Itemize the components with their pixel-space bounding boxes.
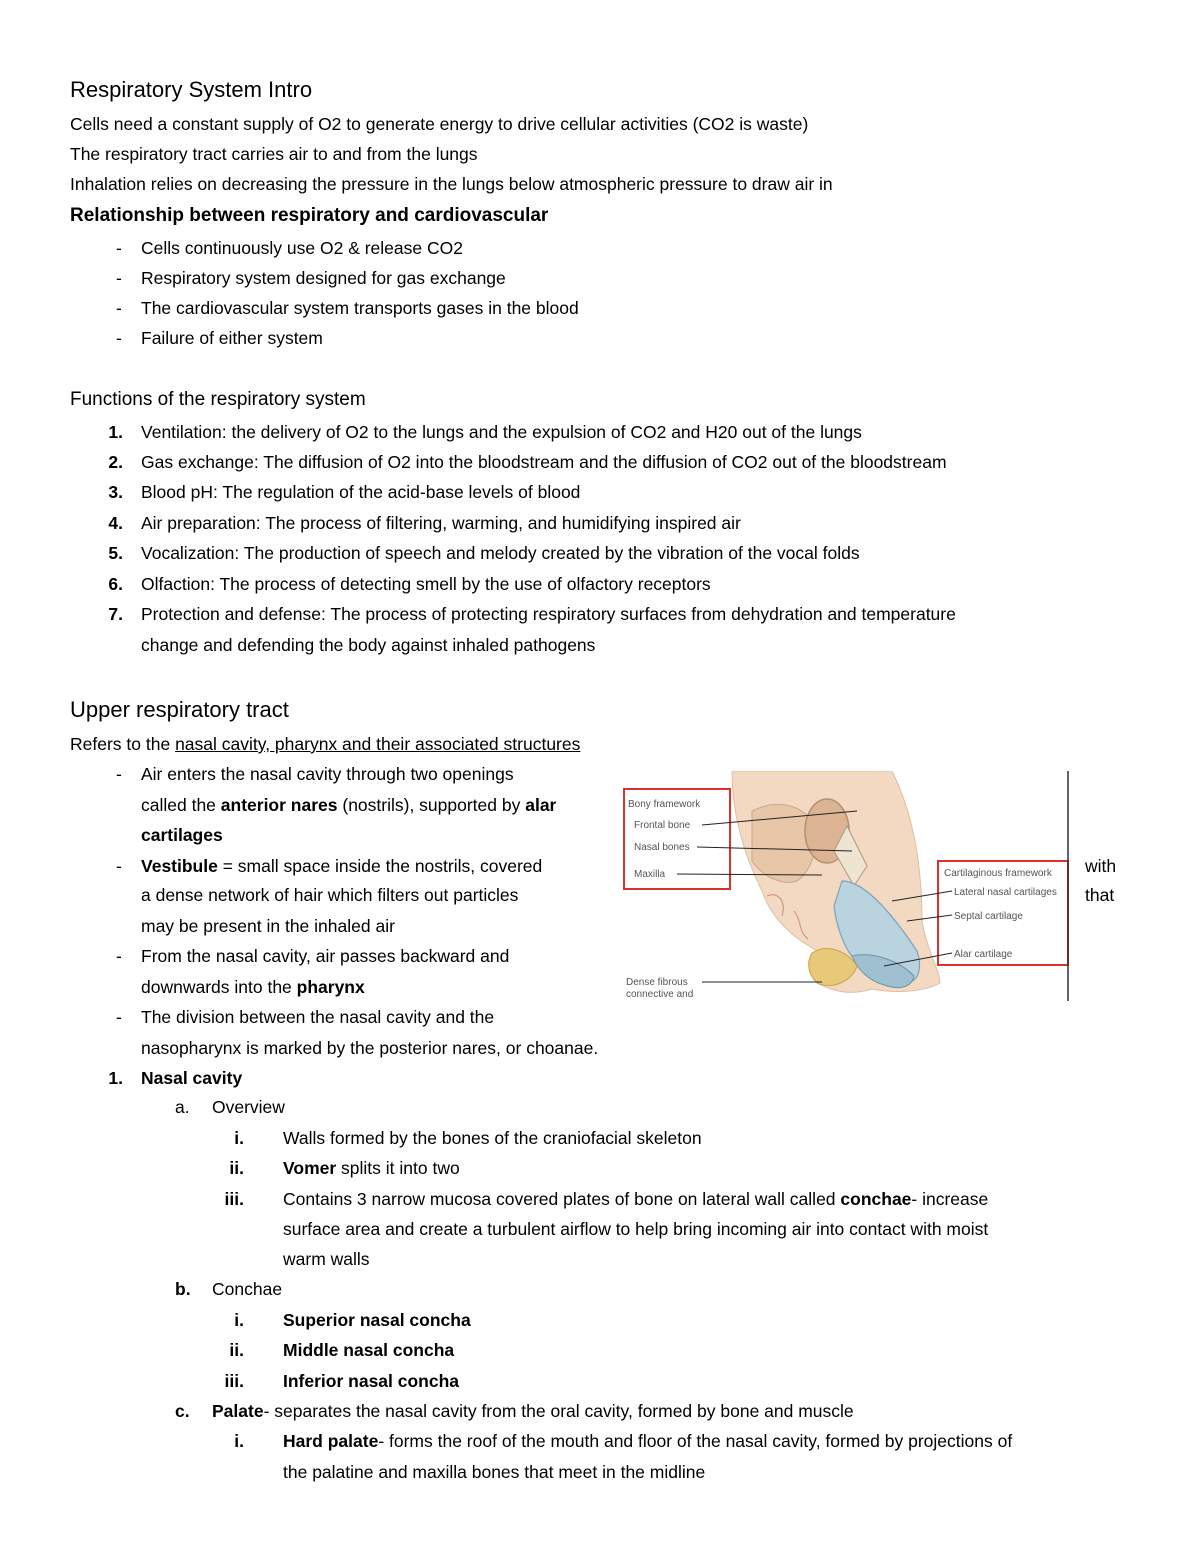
intro-line: The respiratory tract carries air to and from the lungs	[70, 144, 478, 164]
bullet-line: nasopharynx is marked by the posterior nares, or choanae.	[141, 1038, 599, 1058]
label-bony-framework: Bony framework	[628, 799, 701, 810]
dash-bullet: -	[116, 328, 122, 348]
outline-marker: c.	[175, 1401, 190, 1421]
bullet-line: From the nasal cavity, air passes backward and	[141, 946, 510, 966]
intro-line: Cells need a constant supply of O2 to generate energy to drive cellular activities (CO2 is waste)	[70, 114, 809, 134]
list-number: 6.	[108, 574, 123, 594]
bullet-line: Air enters the nasal cavity through two openings	[141, 764, 514, 784]
dash-bullet: -	[116, 764, 122, 784]
roman-marker: i.	[234, 1431, 244, 1451]
dash-bullet: -	[116, 1007, 122, 1027]
label-dense-fibrous: Dense fibrous	[626, 977, 688, 988]
relationship-heading: Relationship between respiratory and cardiovascular	[70, 205, 549, 226]
bullet-line: a dense network of hair which filters out particles	[141, 885, 519, 905]
outline-item: Walls formed by the bones of the craniofacial skeleton	[283, 1128, 702, 1148]
label-cartilaginous-framework: Cartilaginous framework	[944, 868, 1052, 879]
dash-bullet: -	[116, 856, 122, 876]
function-item-continued: change and defending the body against inhaled pathogens	[141, 635, 596, 655]
label-nasal-bones: Nasal bones	[634, 842, 690, 853]
nose-anatomy-figure	[622, 771, 1070, 1001]
relationship-item: Respiratory system designed for gas exchange	[141, 268, 506, 288]
list-number: 2.	[108, 452, 123, 472]
function-item: Olfaction: The process of detecting smell by the use of olfactory receptors	[141, 574, 711, 594]
bullet-line: The division between the nasal cavity and the	[141, 1007, 495, 1027]
list-number: 1.	[108, 1068, 123, 1088]
list-number: 3.	[108, 482, 123, 502]
roman-marker: i.	[234, 1128, 244, 1148]
outline-item-continued: the palatine and maxilla bones that meet in the midline	[283, 1462, 706, 1482]
roman-marker: iii.	[224, 1189, 244, 1209]
list-number: 1.	[108, 422, 123, 442]
label-frontal-bone: Frontal bone	[634, 820, 691, 831]
bullet-line: cartilages	[141, 825, 223, 845]
function-item: Vocalization: The production of speech and melody created by the vibration of the vocal folds	[141, 543, 860, 563]
outline-label: Palate- separates the nasal cavity from the oral cavity, formed by bone and muscle	[212, 1401, 854, 1421]
wrapped-word: that	[1085, 885, 1115, 905]
function-item: Ventilation: the delivery of O2 to the lungs and the expulsion of CO2 and H20 out of the lungs	[141, 422, 862, 442]
roman-marker: ii.	[229, 1340, 244, 1360]
bullet-line: Vestibule = small space inside the nostrils, covered	[141, 856, 543, 876]
outline-item: Inferior nasal concha	[283, 1371, 460, 1391]
list-number: 4.	[108, 513, 123, 533]
outline-label: Conchae	[212, 1279, 283, 1299]
nasal-cavity-heading: Nasal cavity	[141, 1068, 243, 1088]
page-title: Respiratory System Intro	[70, 77, 313, 102]
bullet-line: may be present in the inhaled air	[141, 916, 395, 936]
function-item: Protection and defense: The process of protecting respiratory surfaces from dehydration and temperature	[141, 604, 956, 624]
function-item: Gas exchange: The diffusion of O2 into the bloodstream and the diffusion of CO2 out of the bloodstream	[141, 452, 947, 472]
label-septal-cartilage: Septal cartilage	[954, 911, 1023, 922]
dash-bullet: -	[116, 268, 122, 288]
outline-marker: a.	[175, 1097, 190, 1117]
relationship-item: Cells continuously use O2 & release CO2	[141, 238, 463, 258]
dash-bullet: -	[116, 238, 122, 258]
roman-marker: iii.	[224, 1371, 244, 1391]
function-item: Air preparation: The process of filtering, warming, and humidifying inspired air	[141, 513, 741, 533]
intro-line: Inhalation relies on decreasing the pressure in the lungs below atmospheric pressure to draw air in	[70, 174, 833, 194]
dash-bullet: -	[116, 946, 122, 966]
outline-item: Vomer splits it into two	[283, 1158, 460, 1178]
label-lateral-nasal-cartilages: Lateral nasal cartilages	[954, 887, 1057, 898]
outline-item-continued: warm walls	[283, 1249, 370, 1269]
roman-marker: i.	[234, 1310, 244, 1330]
relationship-item: Failure of either system	[141, 328, 323, 348]
outline-item: Middle nasal concha	[283, 1340, 455, 1360]
outline-marker: b.	[175, 1279, 191, 1299]
outline-item: Contains 3 narrow mucosa covered plates of bone on lateral wall called conchae- increase	[283, 1189, 989, 1209]
label-alar-cartilage: Alar cartilage	[954, 949, 1013, 960]
outline-item: Superior nasal concha	[283, 1310, 471, 1330]
roman-marker: ii.	[229, 1158, 244, 1178]
wrapped-word: with	[1085, 856, 1117, 876]
relationship-item: The cardiovascular system transports gases in the blood	[141, 298, 579, 318]
functions-heading: Functions of the respiratory system	[70, 389, 366, 410]
refers-line: Refers to the nasal cavity, pharynx and their associated structures	[70, 734, 581, 754]
function-item: Blood pH: The regulation of the acid-base levels of blood	[141, 482, 581, 502]
bullet-line: downwards into the pharynx	[141, 977, 365, 997]
bullet-line: called the anterior nares (nostrils), supported by alar	[141, 795, 557, 815]
outline-item: Hard palate- forms the roof of the mouth and floor of the nasal cavity, formed by projections of	[283, 1431, 1013, 1451]
upper-heading: Upper respiratory tract	[70, 697, 289, 722]
list-number: 5.	[108, 543, 123, 563]
label-maxilla: Maxilla	[634, 869, 666, 880]
label-connective-tissue: connective and	[626, 989, 694, 1000]
outline-item-continued: surface area and create a turbulent airflow to help bring incoming air into contact with moist	[283, 1219, 989, 1239]
list-number: 7.	[108, 604, 123, 624]
dash-bullet: -	[116, 298, 122, 318]
outline-label: Overview	[212, 1097, 285, 1117]
